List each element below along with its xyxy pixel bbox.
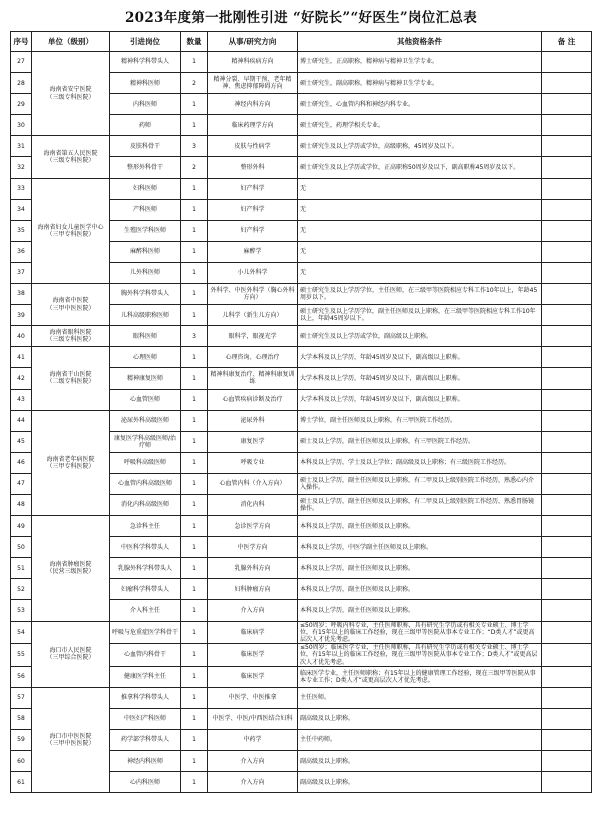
header-row [11, 32, 592, 52]
cell-seq: 48 [11, 494, 32, 515]
cell-count: 2 [181, 73, 208, 94]
cell-requirements: 本科及以上学历，副主任医师及以上职称。 [298, 600, 542, 621]
cell-count: 1 [181, 687, 208, 708]
table-row [11, 347, 592, 368]
cell-post: 眼科医师 [110, 326, 181, 347]
cell-post: 康复医学科高级医师/治疗师 [110, 431, 181, 452]
unit-name: 海南省第五人民医院 [43, 149, 98, 157]
cell-count: 1 [181, 666, 208, 687]
cell-post: 麻醉科医师 [110, 241, 181, 262]
cell-post: 内科医师 [110, 94, 181, 115]
cell-note [542, 199, 592, 220]
cell-field: 急诊医学方向 [208, 516, 298, 537]
cell-field: 妇产科学 [208, 199, 298, 220]
cell-count: 1 [181, 537, 208, 558]
cell-note [542, 621, 592, 644]
cell-requirements: 硕士研究生及以上学历学位，副主任医师及以上职称，在三级甲等医院相应专科工作10年以上，年龄45周岁以下。 [298, 305, 542, 326]
cell-post: 心血管医师 [110, 389, 181, 410]
cell-field: 小儿外科学 [208, 262, 298, 283]
cell-requirements: 本科及以上学历，副主任医师及以上职称。 [298, 579, 542, 600]
cell-post: 药学部学科带头人 [110, 730, 181, 751]
cell-note [542, 772, 592, 793]
cell-requirements: 无 [298, 178, 542, 199]
cell-count: 3 [181, 326, 208, 347]
cell-seq: 58 [11, 708, 32, 729]
cell-field: 妇科肿瘤方向 [208, 579, 298, 600]
cell-post: 精神科医师 [110, 73, 181, 94]
cell-note [542, 368, 592, 389]
cell-note [542, 410, 592, 431]
cell-post: 泌尿外科高级医师 [110, 410, 181, 431]
cell-seq: 29 [11, 94, 32, 115]
cell-seq: 34 [11, 199, 32, 220]
cell-seq: 36 [11, 241, 32, 262]
cell-note [542, 305, 592, 326]
cell-note [542, 220, 592, 241]
cell-note [542, 389, 592, 410]
cell-note [542, 94, 592, 115]
cell-requirements: 无 [298, 199, 542, 220]
cell-count: 1 [181, 389, 208, 410]
cell-seq: 41 [11, 347, 32, 368]
header-unit: 单位（级别） [32, 32, 110, 52]
cell-requirements: 主任中药师。 [298, 730, 542, 751]
cell-field: 精神科疾病方向 [208, 52, 298, 73]
cell-seq: 39 [11, 305, 32, 326]
cell-requirements: 硕士研究生及以上学历或学位，副高级以上职称。 [298, 326, 542, 347]
cell-unit [32, 52, 110, 136]
cell-field: 消化内科 [208, 494, 298, 515]
cell-requirements: 无 [298, 220, 542, 241]
unit-name: 海南省安宁医院 [49, 86, 92, 94]
cell-field: 皮肤与性病学 [208, 136, 298, 157]
cell-unit [32, 136, 110, 178]
cell-seq: 38 [11, 284, 32, 305]
cell-post: 妇瘤科学科带头人 [110, 579, 181, 600]
cell-seq: 40 [11, 326, 32, 347]
cell-count: 1 [181, 730, 208, 751]
cell-post: 药师 [110, 115, 181, 136]
cell-unit [32, 347, 110, 410]
unit-level: （三甲专科医院） [46, 230, 95, 238]
cell-seq: 59 [11, 730, 32, 751]
unit-name: 海口市中医医院 [49, 732, 92, 740]
cell-count: 1 [181, 708, 208, 729]
cell-requirements: 硕士研究生及以上学历或学位，正高职称50周岁及以下，副高职称45周岁及以下。 [298, 157, 542, 178]
cell-seq: 55 [11, 644, 32, 667]
unit-name: 海南省干山医院 [49, 371, 92, 379]
cell-post: 介入科主任 [110, 600, 181, 621]
cell-note [542, 115, 592, 136]
cell-requirements: 大学本科及以上学历，年龄45周岁及以下，副高级以上职称。 [298, 389, 542, 410]
table-row [11, 136, 592, 157]
cell-field: 精神科康复治疗、精神科康复训练 [208, 368, 298, 389]
cell-note [542, 452, 592, 473]
cell-seq: 56 [11, 666, 32, 687]
cell-note [542, 558, 592, 579]
cell-count: 1 [181, 600, 208, 621]
cell-note [542, 516, 592, 537]
cell-requirements: 硕士研究生及以上学历或学位，高级职称，45周岁及以下。 [298, 136, 542, 157]
cell-seq: 61 [11, 772, 32, 793]
cell-post: 皮肤科骨干 [110, 136, 181, 157]
header-note: 备 注 [542, 32, 592, 52]
cell-post: 神经内科医师 [110, 751, 181, 772]
cell-count: 1 [181, 241, 208, 262]
table-body [11, 52, 592, 793]
unit-name: 海南省妇女儿童医学中心 [37, 223, 104, 231]
cell-field: 临床病学 [208, 621, 298, 644]
header-post: 引进岗位 [110, 32, 181, 52]
cell-note [542, 284, 592, 305]
cell-post: 呼吸与危重症医学科骨干 [110, 621, 181, 644]
header-field: 从事/研究方向 [208, 32, 298, 52]
table-header [11, 32, 592, 52]
cell-count: 1 [181, 284, 208, 305]
cell-post: 心内科医师 [110, 772, 181, 793]
cell-note [542, 537, 592, 558]
cell-requirements: 硕士研究生，药理学相关专业。 [298, 115, 542, 136]
cell-post: 儿科高级职称医师 [110, 305, 181, 326]
cell-field: 介入方向 [208, 751, 298, 772]
cell-field: 临床医学 [208, 666, 298, 687]
cell-count: 1 [181, 558, 208, 579]
cell-seq: 37 [11, 262, 32, 283]
cell-field: 心血管内科（介入方向） [208, 473, 298, 494]
cell-post: 中医科学科带头人 [110, 537, 181, 558]
cell-note [542, 708, 592, 729]
cell-unit [32, 516, 110, 621]
cell-seq: 30 [11, 115, 32, 136]
cell-note [542, 730, 592, 751]
cell-note [542, 347, 592, 368]
cell-seq: 42 [11, 368, 32, 389]
cell-unit [32, 284, 110, 326]
cell-count: 1 [181, 199, 208, 220]
cell-post: 产科医师 [110, 199, 181, 220]
cell-unit [32, 687, 110, 792]
cell-count: 1 [181, 368, 208, 389]
cell-count: 1 [181, 452, 208, 473]
unit-level: （三级专科医院） [46, 156, 95, 164]
cell-count: 1 [181, 347, 208, 368]
cell-field: 眼科学，眼视光学 [208, 326, 298, 347]
cell-seq: 35 [11, 220, 32, 241]
cell-count: 1 [181, 621, 208, 644]
cell-count: 1 [181, 305, 208, 326]
cell-requirements: 本科及以上学历，副主任医师及以上职称。 [298, 558, 542, 579]
cell-post: 健康医学科主任 [110, 666, 181, 687]
table-row [11, 326, 592, 347]
cell-count: 1 [181, 94, 208, 115]
cell-requirements: 本科及以上学历，中医学副主任医师及以上职称。 [298, 537, 542, 558]
cell-field: 精神分裂、早期干预、老年精神、焦虑抑郁障碍方向 [208, 73, 298, 94]
unit-name: 海南省肿瘤医院 [49, 561, 92, 569]
cell-requirements: 主任医师。 [298, 687, 542, 708]
cell-requirements: 无 [298, 241, 542, 262]
cell-requirements: 副高级及以上职称。 [298, 751, 542, 772]
cell-note [542, 494, 592, 515]
cell-seq: 47 [11, 473, 32, 494]
cell-seq: 31 [11, 136, 32, 157]
cell-requirements: 本科及以上学历，学士及以上学位；副高级及以上职称；有三级医院工作经历。 [298, 452, 542, 473]
cell-seq: 33 [11, 178, 32, 199]
cell-post: 急诊科主任 [110, 516, 181, 537]
cell-requirements: 硕士及以上学历，副主任医师及以上职称，有二甲及以上级别医院工作经历，熟悉心内介入操作。 [298, 473, 542, 494]
cell-requirements: 硕士及以上学历，副主任医师及以上职称，有三甲医院工作经历。 [298, 431, 542, 452]
cell-note [542, 73, 592, 94]
unit-name: 海南省眼科医院 [49, 329, 92, 337]
cell-field: 中医学、中医推拿 [208, 687, 298, 708]
cell-count: 1 [181, 52, 208, 73]
cell-requirements: 硕士研究生，副高职称，精神病与精神卫生学专业。 [298, 73, 542, 94]
cell-requirements: 大学本科及以上学历，年龄45周岁及以下，副高级以上职称。 [298, 368, 542, 389]
cell-field: 儿科学（新生儿方向） [208, 305, 298, 326]
cell-field: 乳腺外科方向 [208, 558, 298, 579]
cell-note [542, 751, 592, 772]
cell-post: 妇科医师 [110, 178, 181, 199]
table-row [11, 52, 592, 73]
cell-post: 乳腺外科学科带头人 [110, 558, 181, 579]
cell-seq: 52 [11, 579, 32, 600]
cell-note [542, 178, 592, 199]
cell-count: 1 [181, 494, 208, 515]
cell-post: 心血管内科骨干 [110, 644, 181, 667]
cell-note [542, 579, 592, 600]
cell-unit [32, 621, 110, 687]
unit-level: （三级专科医院） [46, 93, 95, 101]
cell-post: 呼吸科高级医师 [110, 452, 181, 473]
cell-field: 神经内科方向 [208, 94, 298, 115]
header-requirements: 其他资格条件 [298, 32, 542, 52]
cell-note [542, 52, 592, 73]
cell-count: 1 [181, 644, 208, 667]
cell-count: 1 [181, 579, 208, 600]
cell-requirements: 硕士研究生及以上学历学位，主任医师，在三级甲等医院相应专科工作10年以上，年龄45周岁以下。 [298, 284, 542, 305]
table-row [11, 621, 592, 644]
cell-count: 1 [181, 516, 208, 537]
cell-post: 整形外科骨干 [110, 157, 181, 178]
cell-requirements: 无 [298, 262, 542, 283]
cell-field: 介入方向 [208, 600, 298, 621]
cell-field: 麻醉学 [208, 241, 298, 262]
cell-note [542, 473, 592, 494]
cell-post: 中医妇产科医师 [110, 708, 181, 729]
cell-field: 介入方向 [208, 772, 298, 793]
cell-count: 1 [181, 220, 208, 241]
unit-level: （民营三级医院） [46, 568, 95, 576]
cell-seq: 51 [11, 558, 32, 579]
cell-note [542, 136, 592, 157]
cell-field: 整形外科 [208, 157, 298, 178]
cell-post: 精神康复医师 [110, 368, 181, 389]
cell-seq: 49 [11, 516, 32, 537]
unit-level: （三甲中医医院） [46, 740, 95, 748]
cell-requirements: 本科及以上学历，副主任医师及以上职称。 [298, 516, 542, 537]
unit-name: 海南省老年病医院 [46, 455, 95, 463]
cell-count: 1 [181, 115, 208, 136]
cell-requirements: 副高级及以上职称。 [298, 708, 542, 729]
cell-seq: 60 [11, 751, 32, 772]
cell-note [542, 157, 592, 178]
cell-seq: 28 [11, 73, 32, 94]
cell-requirements: ≤50周岁；呼吸内科专业，主任医师职称，具有研究生学历或有相关专业硕士、博士学位，有15年以上的临床工作经验，现在三级甲等医院从事本专业工作；“D类人才”或更高层次人才优先考虑。 [298, 621, 542, 644]
cell-count: 1 [181, 410, 208, 431]
cell-seq: 45 [11, 431, 32, 452]
cell-note [542, 326, 592, 347]
cell-requirements: 副高级及以上职称。 [298, 772, 542, 793]
cell-field: 泌尿外科 [208, 410, 298, 431]
header-count: 数量 [181, 32, 208, 52]
cell-count: 1 [181, 178, 208, 199]
cell-seq: 27 [11, 52, 32, 73]
cell-seq: 43 [11, 389, 32, 410]
cell-note [542, 644, 592, 667]
cell-note [542, 687, 592, 708]
cell-seq: 44 [11, 410, 32, 431]
cell-seq: 46 [11, 452, 32, 473]
table-row [11, 410, 592, 431]
cell-field: 外科学、中医外科学（胸心外科方向） [208, 284, 298, 305]
positions-table [10, 31, 592, 793]
unit-level: （三甲综合医院） [46, 654, 95, 662]
cell-field: 心血管疾病诊断及治疗 [208, 389, 298, 410]
cell-field: 妇产科学 [208, 178, 298, 199]
cell-field: 呼吸专业 [208, 452, 298, 473]
cell-post: 胸外科学科带头人 [110, 284, 181, 305]
cell-note [542, 666, 592, 687]
table-row [11, 687, 592, 708]
cell-count: 1 [181, 262, 208, 283]
cell-requirements: 大学本科及以上学历，年龄45周岁及以下，副高级以上职称。 [298, 347, 542, 368]
cell-field: 临床医学 [208, 644, 298, 667]
cell-field: 心理咨询、心理治疗 [208, 347, 298, 368]
cell-seq: 53 [11, 600, 32, 621]
unit-name: 海南省中医院 [52, 297, 89, 305]
cell-field: 临床药理学方向 [208, 115, 298, 136]
cell-post: 精神科学科带头人 [110, 52, 181, 73]
unit-level: （三甲中医医院） [46, 304, 95, 312]
cell-requirements: 临床医学专业，主任医师职称；有15年以上的健康管理工作经验，现在三级甲等医院从事本专业工作；D类人才”或更高层次人才优先考虑。 [298, 666, 542, 687]
cell-note [542, 600, 592, 621]
cell-unit [32, 410, 110, 515]
cell-field: 妇产科学 [208, 220, 298, 241]
cell-count: 2 [181, 157, 208, 178]
cell-post: 儿外科医师 [110, 262, 181, 283]
table-row [11, 178, 592, 199]
cell-requirements: 博士学位，副主任医师及以上职称，有三甲医院工作经历。 [298, 410, 542, 431]
cell-post: 消化内科高级医师 [110, 494, 181, 515]
cell-count: 1 [181, 431, 208, 452]
cell-post: 心血管内科高级医师 [110, 473, 181, 494]
header-seq: 序号 [11, 32, 32, 52]
cell-field: 中医学方向 [208, 537, 298, 558]
cell-post: 推拿科学科带头人 [110, 687, 181, 708]
cell-field: 康复医学 [208, 431, 298, 452]
cell-seq: 32 [11, 157, 32, 178]
cell-count: 3 [181, 136, 208, 157]
cell-requirements: 硕士及以上学历，副主任医师及以上职称，有二甲及以上级别医院工作经历，熟悉胃肠镜操作。 [298, 494, 542, 515]
table-row [11, 284, 592, 305]
cell-requirements: ≤50周岁；临床医学专业，主任医师职称，具有研究生学历或有相关专业硕士、博士学位，有15年以上的临床工作经验，现在三级甲等医院从事本专业工作；D类人才”或更高层次人才优先考虑。 [298, 644, 542, 667]
cell-requirements: 博士研究生，正高职称，精神病与精神卫生学专业。 [298, 52, 542, 73]
cell-note [542, 262, 592, 283]
cell-note [542, 431, 592, 452]
cell-count: 1 [181, 751, 208, 772]
unit-level: （三甲专科医院） [46, 462, 95, 470]
cell-post: 生殖医学科医师 [110, 220, 181, 241]
cell-field: 中医学、中医/中西医结合妇科 [208, 708, 298, 729]
unit-level: （二级专科医院） [46, 378, 95, 386]
unit-name: 海口市人民医院 [49, 646, 92, 654]
table-row [11, 516, 592, 537]
unit-level: （三级专科医院） [46, 336, 95, 344]
cell-field: 中药学 [208, 730, 298, 751]
cell-seq: 57 [11, 687, 32, 708]
cell-seq: 50 [11, 537, 32, 558]
cell-count: 1 [181, 772, 208, 793]
cell-unit [32, 178, 110, 283]
cell-requirements: 硕士研究生，心血管内科和神经内科专业。 [298, 94, 542, 115]
cell-unit [32, 326, 110, 347]
cell-post: 心理医师 [110, 347, 181, 368]
cell-seq: 54 [11, 621, 32, 644]
cell-note [542, 241, 592, 262]
cell-count: 1 [181, 473, 208, 494]
document-title: 2023年度第一批刚性引进 “好院长”“好医生”岗位汇总表 [124, 10, 478, 26]
